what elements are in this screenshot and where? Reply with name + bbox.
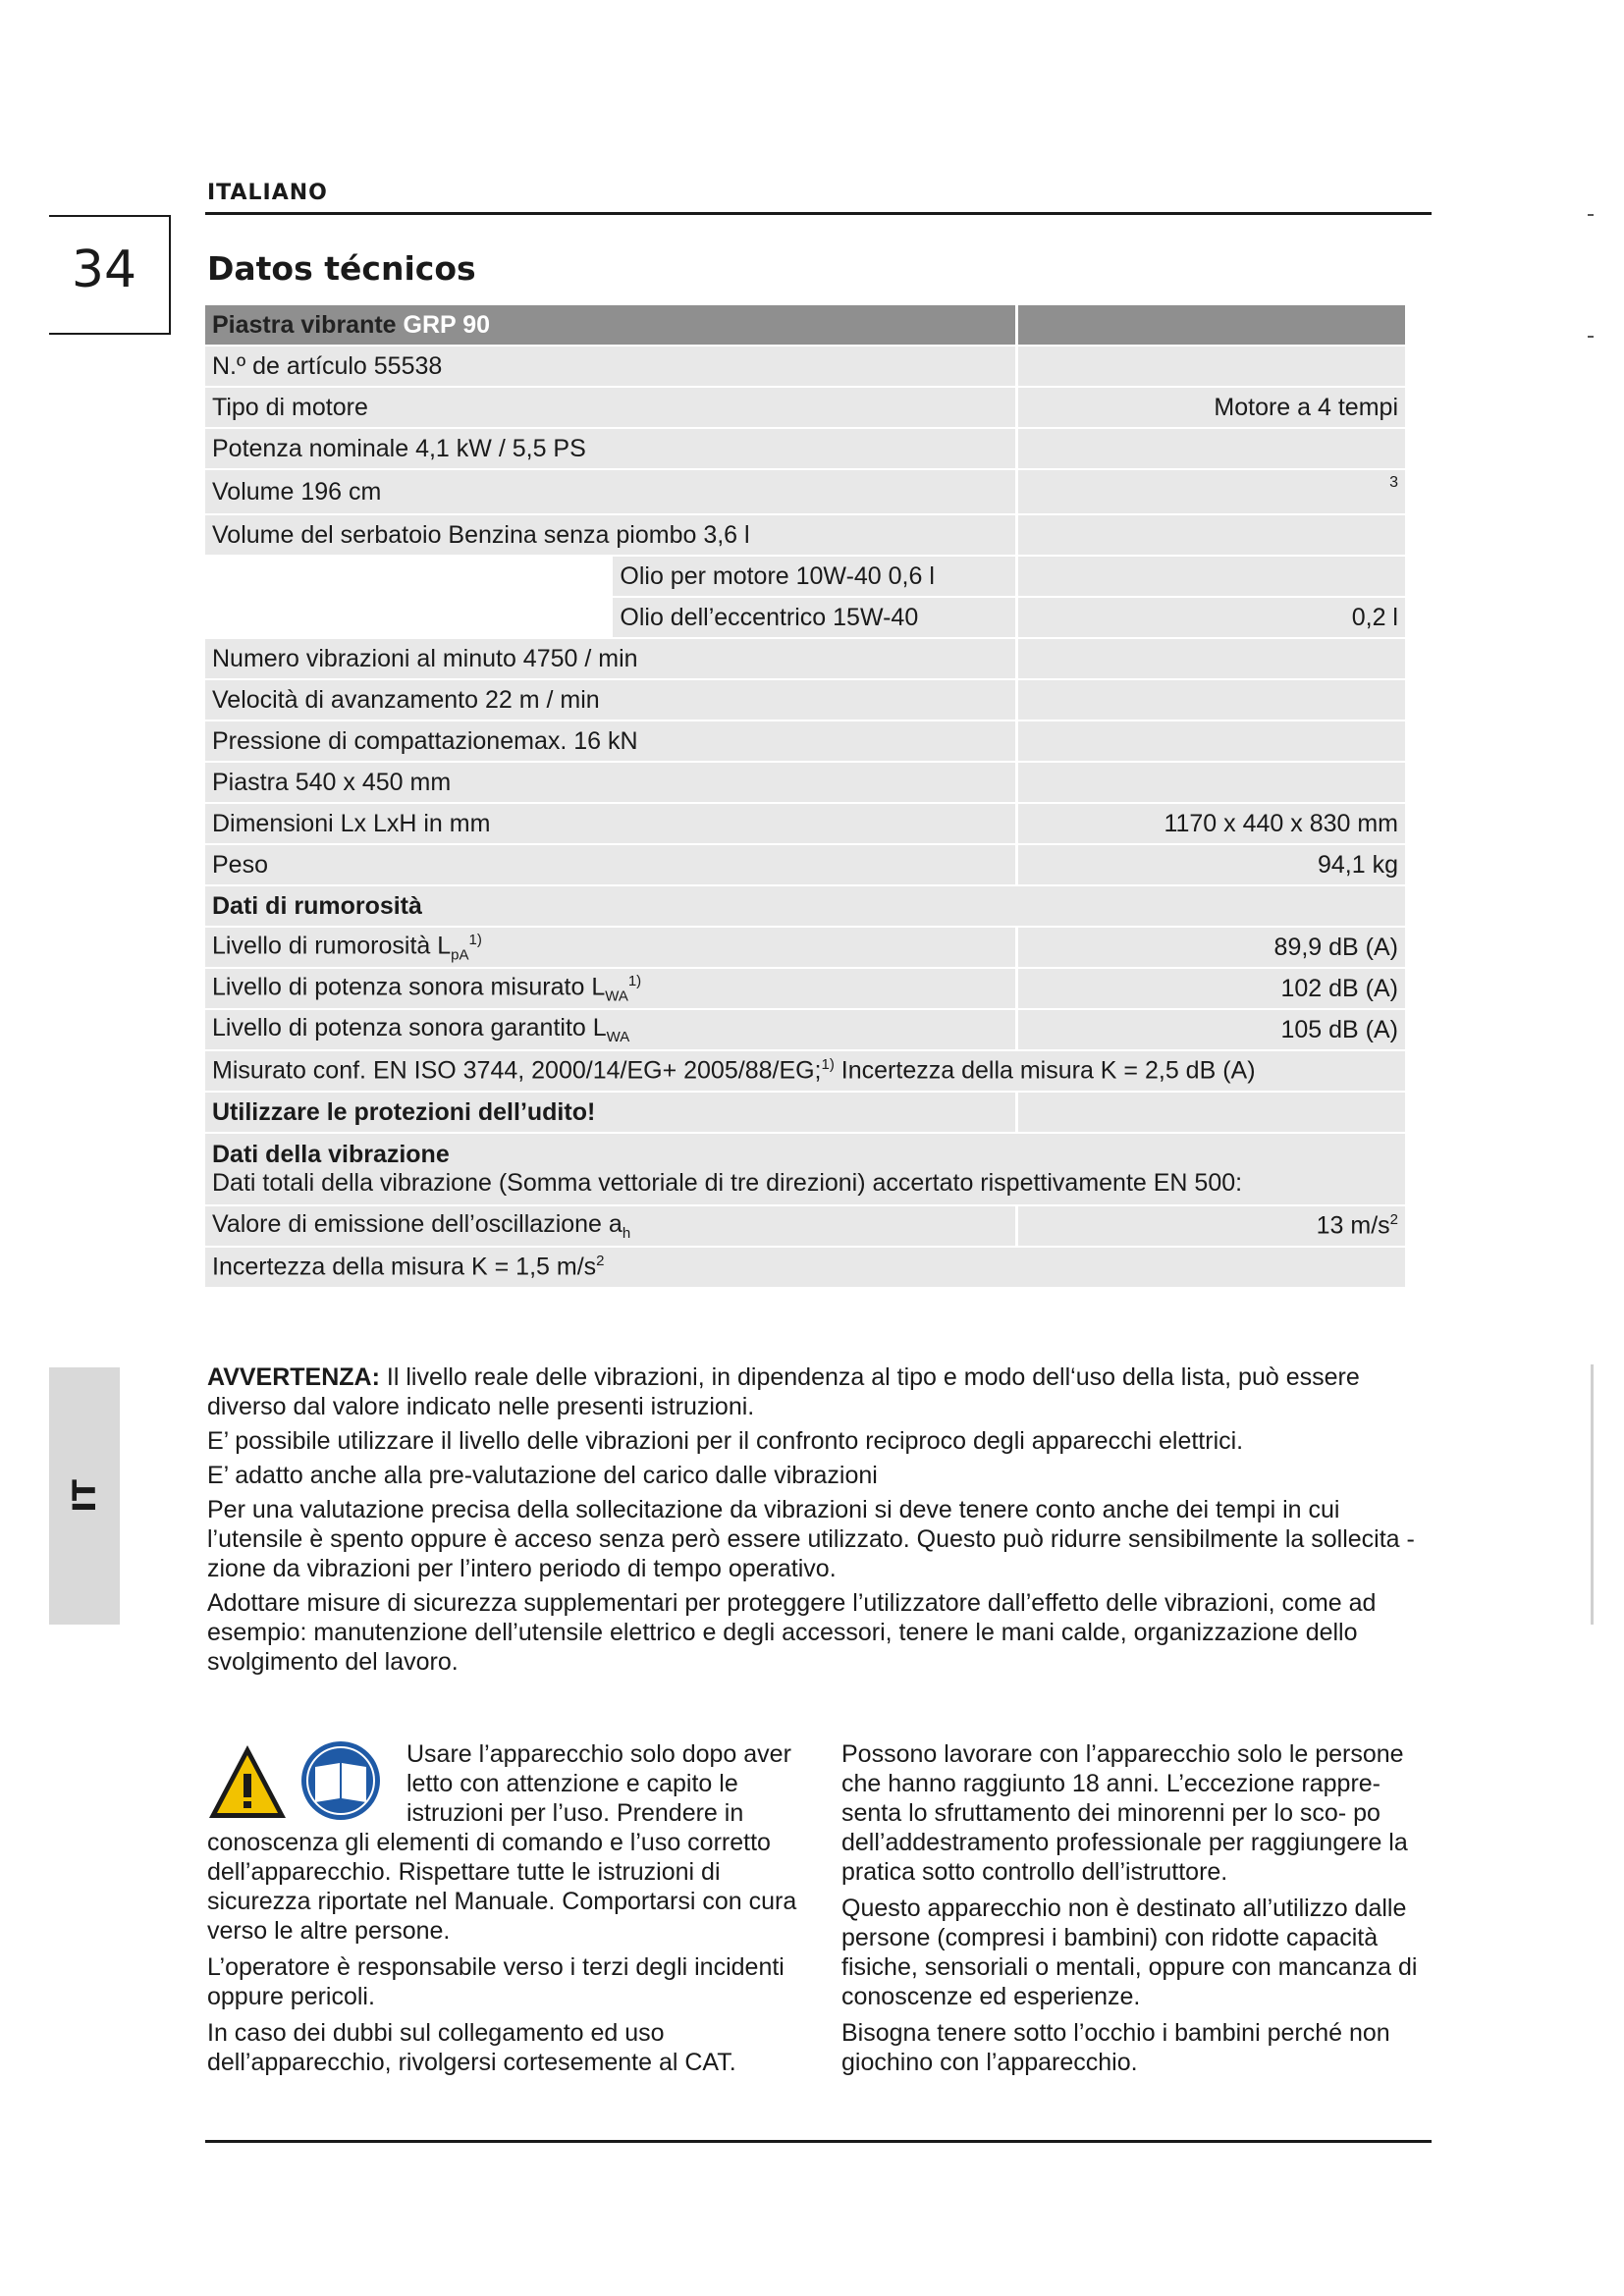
row-volume: Volume 196 cm [205,470,1015,513]
row-noise-level-value: 89,9 dB (A) [1015,928,1405,967]
row-vibration-total: Dati totali della vibrazione (Somma vettoriale di tre direzioni) accertato rispettivamente EN 500: [212,1169,1243,1197]
left-paragraph-3: In caso dei dubbi sul collegamento ed uso dell’apparecchio, rivolgersi cortesemente al CAT. [207,2019,736,2076]
table-row [205,680,1405,720]
right-paragraph-2: Questo apparecchio non è destinato all’utilizzo dalle persone (compresi i bambini) con ridotte capacità fisiche, sensoriali o mentali, oppure con mancanza di conoscenze ed esperienze. [841,1895,1418,2010]
row-sound-measured-value: 102 dB (A) [1015,969,1405,1008]
row-dimensions-value: 1170 x 440 x 830 mm [1015,804,1405,843]
header-prefix: Piastra vibrante [212,310,397,339]
edge-line [1591,1364,1594,1625]
row-sound-guaranteed-value: 105 dB (A) [1015,1010,1405,1049]
table-row [205,969,1405,1008]
row-sound-measured: Livello di potenza sonora misurato $L_{WA}^{1)}$ [205,969,1015,1008]
crop-mark [1588,214,1594,216]
table-row [205,886,1405,926]
row-engine-oil: Olio per motore 10W-40 0,6 l [610,557,1014,596]
warning-label: AVVERTENZA: [207,1363,380,1391]
row-eccentric-oil-label: Olio dell’eccentrico 15W-40 [610,598,1014,637]
row-weight-label: Peso [205,845,1015,884]
row-noise-level: Livello di rumorosità $L_{pA}^{1)}$ [205,928,1015,967]
row-measured-conf: Misurato conf. EN ISO 3744, 2000/14/EG+ 2005/88/EG;$^{1)}$ Incertezza della misura K = 2,5 dB (A) [205,1051,1405,1091]
page-number: 34 [71,240,137,299]
table-header-row [205,305,1405,345]
row-vibration-heading: Dati della vibrazione [212,1141,450,1168]
crop-mark [1588,336,1594,338]
warning-paragraph-4: Per una valutazione precisa della sollecitazione da vibrazioni si deve tenere conto anche dei tempi in cui l’utensile è spento oppure è acceso senza però essere utilizzato. Questo può ridurre sensibilmente la sollecita - zione da vibrazioni per l’intero periodo di tempo operativo. [207,1496,1415,1582]
table-row [205,429,1405,468]
row-pressure: Pressione di compattazionemax. 16 kN [205,721,1015,761]
row-power: Potenza nominale 4,1 kW / 5,5 PS [205,429,1015,468]
row-article: N.º de artículo 55538 [205,347,1015,386]
row-vibrations: Numero vibrazioni al minuto 4750 / min [205,639,1015,678]
row-tank: Volume del serbatoio Benzina senza piombo 3,6 l [205,515,1015,555]
warning-paragraph-1: AVVERTENZA: Il livello reale delle vibrazioni, in dipendenza al tipo e modo dell‘uso della lista, può essere diverso dal valore indicato nelle presenti istruzioni. [207,1363,1360,1420]
table-row [205,763,1405,802]
row-emission: Valore di emissione dell’oscillazione $a_h$ [205,1206,1015,1246]
vibration-warning [207,1362,1425,1682]
table-row [205,1093,1405,1132]
row-eccentric-oil-value: 0,2 l [1015,598,1405,637]
table-header-empty [1015,305,1405,345]
table-row [205,515,1405,555]
table-row [205,557,1405,596]
table-row [205,470,1405,513]
table-header-cell [205,305,1015,345]
safety-right-column [841,1739,1431,2084]
row-dimensions-label: Dimensioni Lx LxH in mm [205,804,1015,843]
row-noise-heading: Dati di rumorosità [205,886,1405,926]
row-uncertainty: Incertezza della misura K = 1,5 $m/s^2$ [205,1248,1405,1287]
table-row [205,804,1405,843]
row-engine-type-label: Tipo di motore [205,388,1015,427]
table-row [205,598,1405,637]
table-row [205,639,1405,678]
table-row [205,1010,1405,1049]
table-row [205,1248,1405,1287]
safety-icons [207,1739,397,1826]
row-volume-sup: 3 [1015,470,1405,513]
table-row [205,721,1405,761]
table-row [205,1206,1405,1246]
warning-triangle-icon [209,1745,286,1818]
row-engine-type-value: Motore a 4 tempi [1015,388,1405,427]
table-row [205,1051,1405,1091]
right-paragraph-3: Bisogna tenere sotto l’occhio i bambini perché non giochino con l’apparecchio. [841,2019,1390,2076]
row-plate: Piastra 540 x 450 mm [205,763,1015,802]
safety-left-column [207,1739,806,2084]
warning-paragraph-3: E’ adatto anche alla pre-valutazione del carico dalle vibrazioni [207,1462,878,1489]
section-title: Datos técnicos [207,249,476,288]
row-sound-guaranteed: Livello di potenza sonora garantito $L_{WA}$ [205,1010,1015,1049]
row-emission-value: 13 $m/s^2$ [1015,1206,1405,1246]
right-paragraph-1: Possono lavorare con l’apparecchio solo le persone che hanno raggiunto 18 anni. L’eccezione rappre- senta lo sfruttamento dei minorenni per lo sco- po dell’addestramento professionale per raggiungere la pratica sotto controllo dell’istruttore. [841,1740,1408,1886]
read-manual-icon [301,1741,380,1820]
row-ear-protection: Utilizzare le protezioni dell’udito! [205,1093,1015,1132]
row-speed: Velocità di avanzamento 22 m / min [205,680,1015,720]
table-row [205,388,1405,427]
header-model: GRP 90 [403,310,491,339]
language-header: ITALIANO [207,181,328,205]
language-side-tab [49,1367,120,1625]
left-paragraph-2: L’operatore è responsabile verso i terzi degli incidenti oppure pericoli. [207,1953,785,2010]
warning-paragraph-2: E’ possibile utilizzare il livello delle vibrazioni per il confronto reciproco degli apparecchi elettrici. [207,1427,1244,1455]
row-weight-value: 94,1 kg [1015,845,1405,884]
top-rule [205,212,1432,215]
bottom-rule [205,2140,1432,2143]
table-row [205,1134,1405,1204]
technical-data-table [205,303,1405,1289]
left-paragraph-1: Usare l’apparecchio solo dopo aver letto con attenzione e capito le istruzioni per l’uso. Prendere in conoscenza gli elementi di comando e l’uso corretto dell’apparecchio. Rispettare tutte le istruzioni di sicurezza riportate nel Manuale. Comportarsi con cura verso le altre persone. [207,1740,797,1945]
warning-paragraph-5: Adottare misure di sicurezza supplementari per proteggere l’utilizzatore dall’effetto delle vibrazioni, come ad esempio: manutenzione dell’utensile elettrico e degli accessori, tenere le mani calde, organizzazione dello svolgimento del lavoro. [207,1589,1377,1676]
page-number-box [49,215,171,335]
table-row [205,845,1405,884]
table-row [205,928,1405,967]
side-tab-label: IT [66,1479,103,1513]
table-row [205,347,1405,386]
row-vibration-block [205,1134,1405,1204]
